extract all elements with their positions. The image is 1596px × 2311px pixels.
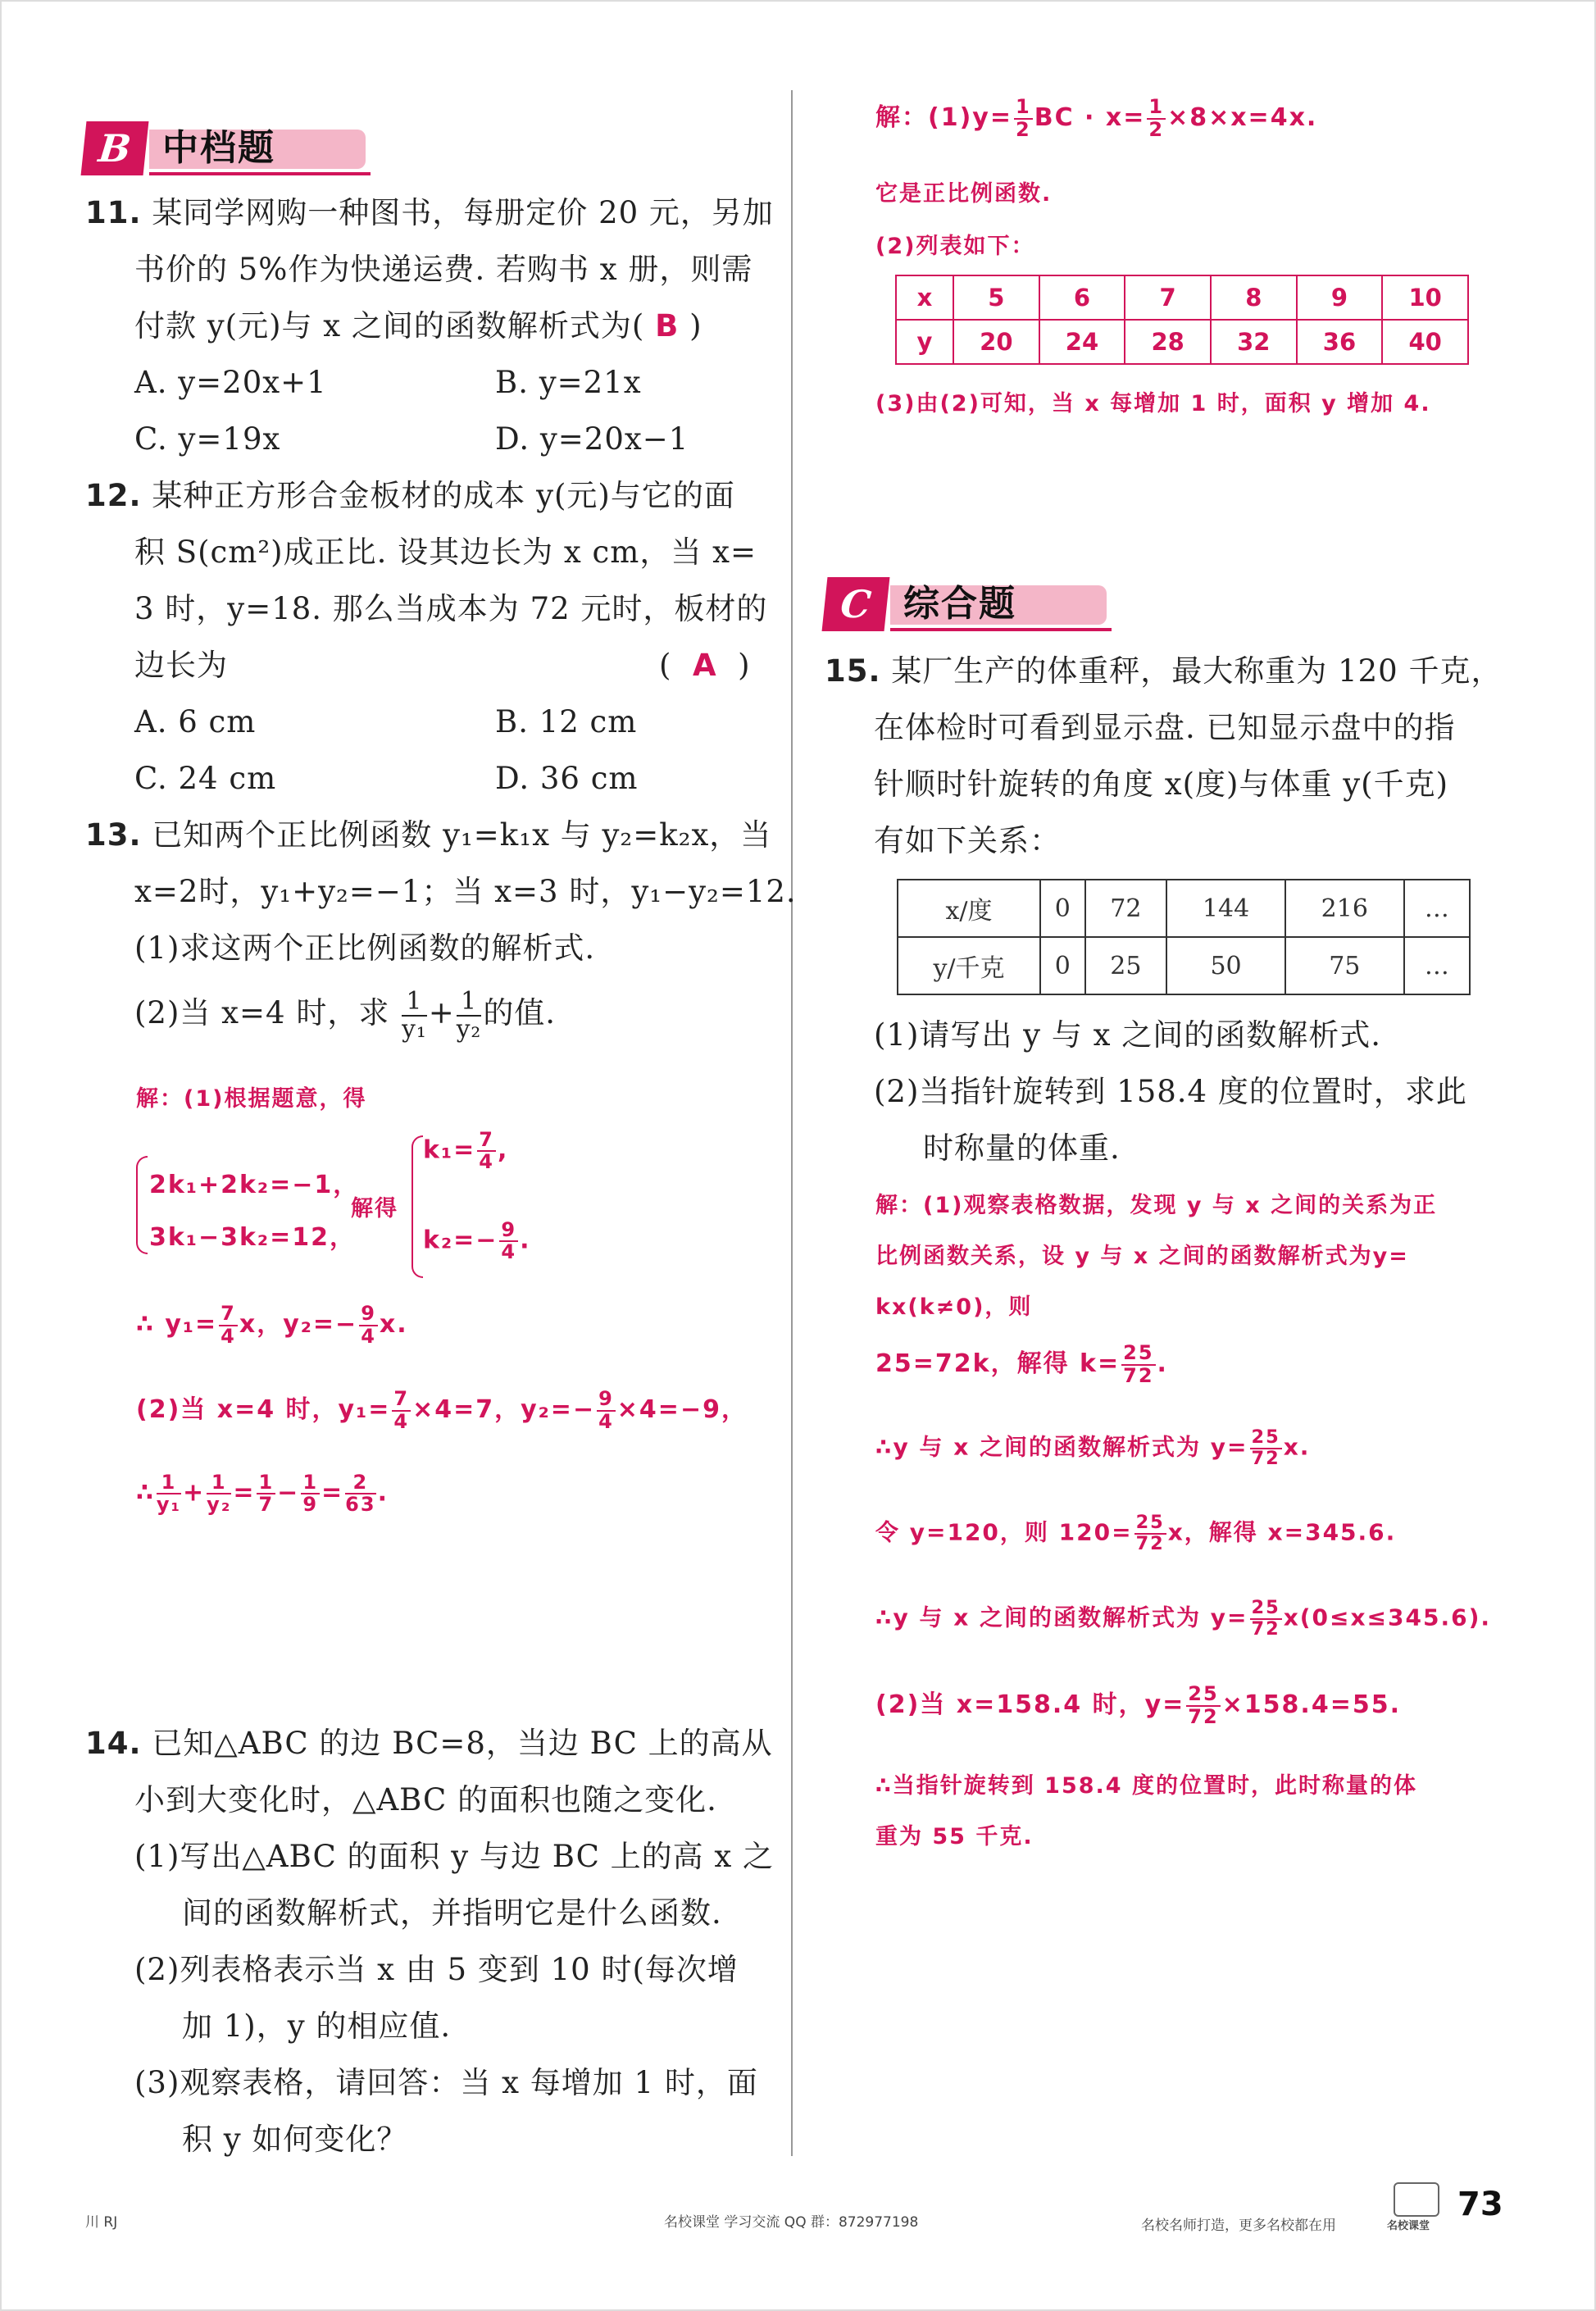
- table-cell: 20: [953, 320, 1039, 364]
- section-c-badge: C: [822, 577, 890, 631]
- table-cell: 28: [1125, 320, 1211, 364]
- table-row: [896, 320, 1468, 364]
- q12-line-2: 积 S(cm²)成正比. 设其边长为 x cm，当 x=: [134, 535, 757, 570]
- table-cell: 40: [1382, 320, 1468, 364]
- q13-part-2-suffix: 的值.: [483, 995, 557, 1030]
- question-11: [85, 184, 807, 467]
- fraction-1-over-y2: $\frac{1}{\text{y₂}}$: [456, 987, 482, 1043]
- q15-part-2a: (2)当指针旋转到 158.4 度的位置时，求此: [874, 1074, 1467, 1109]
- q15-parts: [874, 1007, 1467, 1176]
- q12-option-d: D. 36 cm: [495, 761, 639, 796]
- q13-sol-line-3: ∴ y₁= $\frac{7}{4}$ x，y₂=− $\frac{9}{4}$ x.: [136, 1302, 408, 1348]
- q13-sol-line-5: ∴ $\frac{1}{\text{y₁}}$ + $\frac{1}{\text{y₂}}$ = $\frac{1}{7}$ − $\frac{1}{9}$ = $\frac{2}{63}$ .: [136, 1471, 389, 1517]
- system-brace: [136, 1156, 148, 1254]
- q15-sol-line-1: 解：(1)观察表格数据，发现 y 与 x 之间的关系为正: [875, 1193, 1438, 1218]
- q12-answer: A: [692, 648, 717, 683]
- q14-sol-line-4: (3)由(2)可知，当 x 每增加 1 时，面积 y 增加 4.: [875, 391, 1431, 416]
- q13-part-2-prefix: (2)当 x=4 时，求: [134, 995, 390, 1030]
- q15-sol-line-6: 令 y=120，则 120= $\frac{25}{72}$ x，解得 x=345.6.: [875, 1512, 1397, 1554]
- q12-line-1: 某种正方形合金板材的成本 y(元)与它的面: [152, 478, 735, 513]
- question-14: [85, 1715, 774, 2168]
- q15-sol-line-5: ∴y 与 x 之间的函数解析式为 y= $\frac{25}{72}$ x.: [875, 1426, 1311, 1469]
- q14-part-2b: 加 1)，y 的相应值.: [182, 2008, 452, 2044]
- q15-sol-line-4: 25=72k，解得 k= $\frac{25}{72}$ .: [875, 1341, 1168, 1387]
- table-cell: …: [1404, 937, 1470, 994]
- q12-close: ): [738, 648, 751, 683]
- q13-sol-line-1: 解：(1)根据题意，得: [136, 1086, 367, 1112]
- table-cell: y/千克: [898, 937, 1040, 994]
- footer-left: 川 RJ: [85, 2214, 118, 2231]
- fraction-7-4: $\frac{7}{4}$: [479, 1128, 494, 1174]
- table-cell: 8: [1211, 275, 1297, 320]
- q15-line-4: 有如下关系：: [874, 823, 1061, 858]
- footer-right: 名校名师打造，更多名校都在用: [1141, 2218, 1336, 2234]
- table-cell: 6: [1039, 275, 1125, 320]
- q15-sol-line-3: kx(k≠0)，则: [875, 1294, 1033, 1320]
- q14-part-1a: (1)写出△ABC 的面积 y 与边 BC 上的高 x 之: [134, 1839, 775, 1874]
- footer-center: 名校课堂 学习交流 QQ 群：872977198: [664, 2214, 919, 2231]
- q11-option-c: C. y=19x: [134, 421, 281, 457]
- question-13: 13. 已知两个正比例函数 y₁=k₁x 与 y₂=k₂x，当 x=2时，y₁+y₂=−1；当 x=3 时，y₁−y₂=12. (1)求这两个正比例函数的解析式. (2)当 x=4 时，求 $\frac{1}{\text{y₁}}$ + $\frac{1}{\text{y₂}}$ 的值.: [85, 817, 797, 1043]
- table-cell: 25: [1085, 937, 1167, 994]
- section-b-title: 中档题: [162, 127, 275, 169]
- q11-line-2: 书价的 5%作为快递运费. 若购书 x 册，则需: [134, 252, 753, 287]
- q11-line-3: 付款 y(元)与 x 之间的函数解析式为(: [134, 308, 645, 343]
- q13-line-1: 已知两个正比例函数 y₁=k₁x 与 y₂=k₂x，当: [152, 817, 772, 853]
- section-c-header: [825, 577, 1112, 631]
- q11-option-a: A. y=20x+1: [134, 365, 327, 400]
- q12-line-3: 3 时，y=18. 那么当成本为 72 元时，板材的: [134, 591, 768, 626]
- q15-part-2b: 时称量的体重.: [923, 1130, 1121, 1166]
- q15-data-table: [897, 879, 1471, 995]
- table-cell: 50: [1166, 937, 1285, 994]
- logo-icon: [1394, 2182, 1439, 2217]
- result-brace: [412, 1135, 423, 1278]
- table-cell: 0: [1040, 937, 1085, 994]
- table-cell: 216: [1285, 880, 1404, 937]
- section-b-header: [84, 121, 371, 175]
- section-c-title: 综合题: [903, 583, 1016, 625]
- table-cell: x/度: [898, 880, 1040, 937]
- q13-sol-eq-2: 3k₁−3k₂=12，: [149, 1223, 356, 1252]
- q13-sol-eq-1: 2k₁+2k₂=−1，: [149, 1171, 360, 1199]
- q15-sol-line-10: 重为 55 千克.: [875, 1824, 1034, 1849]
- q14-line-2: 小到大变化时，△ABC 的面积也随之变化.: [134, 1782, 717, 1817]
- table-cell: 0: [1040, 880, 1085, 937]
- q15-part-1: (1)请写出 y 与 x 之间的函数解析式.: [874, 1017, 1381, 1053]
- table-cell: 5: [953, 275, 1039, 320]
- q15-number: 15.: [825, 653, 881, 689]
- q13-sol-jiede: 解得: [351, 1196, 398, 1221]
- q14-part-3a: (3)观察表格，请回答：当 x 每增加 1 时，面: [134, 2065, 758, 2100]
- k1-label: k₁=: [423, 1135, 476, 1165]
- q14-line-1: 已知△ABC 的边 BC=8，当边 BC 上的高从: [152, 1726, 773, 1761]
- q11-option-b: B. y=21x: [495, 365, 642, 400]
- section-b-badge: B: [81, 121, 149, 175]
- q15-sol-line-2: 比例函数关系，设 y 与 x 之间的函数解析式为y=: [875, 1244, 1409, 1269]
- table-cell: 9: [1297, 275, 1383, 320]
- table-cell: 32: [1211, 320, 1297, 364]
- table-cell: 144: [1166, 880, 1285, 937]
- q15-line-2: 在体检时可看到显示盘. 已知显示盘中的指: [874, 710, 1456, 745]
- q11-option-d: D. y=20x−1: [495, 421, 689, 457]
- q14-sol-line-1: 解：(1)y= $\frac{1}{2}$ BC · x= $\frac{1}{2}$ ×8×x=4x.: [875, 95, 1318, 141]
- q13-sol-line-4: (2)当 x=4 时，y₁= $\frac{7}{4}$ ×4=7，y₂=− $\frac{9}{4}$ ×4=−9，: [136, 1387, 748, 1433]
- q14-sol-line-3: (2)列表如下：: [875, 234, 1035, 259]
- table-row: [898, 880, 1470, 937]
- q15-sol-line-7: ∴y 与 x 之间的函数解析式为 y= $\frac{25}{72}$ x(0≤x≤345.6).: [875, 1597, 1492, 1640]
- question-15: [825, 643, 1502, 869]
- table-row: [898, 937, 1470, 994]
- q15-line-1: 某厂生产的体重秤，最大称重为 120 千克，: [891, 653, 1503, 689]
- q11-answer: B: [655, 308, 680, 343]
- q12-option-b: B. 12 cm: [495, 704, 638, 739]
- q13-line-2: x=2时，y₁+y₂=−1；当 x=3 时，y₁−y₂=12.: [134, 874, 797, 909]
- table-cell: y: [896, 320, 953, 364]
- k2-label: k₂=−: [423, 1226, 498, 1255]
- q11-close: ): [689, 308, 703, 343]
- q12-open: (: [659, 648, 672, 683]
- q12-line-4: 边长为: [134, 648, 228, 683]
- q14-sol-line-2: 它是正比例函数.: [875, 181, 1053, 207]
- table-cell: 72: [1085, 880, 1167, 937]
- q14-solution-table: [895, 275, 1469, 365]
- q14-number: 14.: [85, 1726, 142, 1761]
- logo-text: 名校课堂: [1387, 2220, 1430, 2232]
- q11-line-1: 某同学网购一种图书，每册定价 20 元，另加: [152, 195, 774, 230]
- q12-number: 12.: [85, 478, 142, 513]
- q14-part-2a: (2)列表格表示当 x 由 5 变到 10 时(每次增: [134, 1952, 739, 1987]
- q12-option-c: C. 24 cm: [134, 761, 277, 796]
- table-cell: 10: [1382, 275, 1468, 320]
- q12-option-a: A. 6 cm: [134, 704, 257, 739]
- q15-line-3: 针顺时针旋转的角度 x(度)与体重 y(千克): [874, 767, 1449, 802]
- table-cell: 7: [1125, 275, 1211, 320]
- table-cell: 75: [1285, 937, 1404, 994]
- q14-part-3b: 积 y 如何变化？: [182, 2122, 408, 2157]
- fraction-9-4: $\frac{9}{4}$: [501, 1218, 517, 1264]
- page-number: 73: [1457, 2186, 1503, 2223]
- q14-part-1b: 间的函数解析式，并指明它是什么函数.: [182, 1895, 722, 1931]
- table-cell: x: [896, 275, 953, 320]
- table-row: [896, 275, 1468, 320]
- q15-sol-line-9: ∴当指针旋转到 158.4 度的位置时，此时称量的体: [875, 1773, 1417, 1799]
- q13-part-1: (1)求这两个正比例函数的解析式.: [134, 930, 596, 966]
- table-cell: 24: [1039, 320, 1125, 364]
- q15-sol-line-8: (2)当 x=158.4 时，y= $\frac{25}{72}$ ×158.4=55.: [875, 1682, 1401, 1728]
- table-cell: 36: [1297, 320, 1383, 364]
- table-cell: …: [1404, 880, 1470, 937]
- q11-number: 11.: [85, 195, 142, 230]
- q13-number: 13.: [85, 817, 142, 853]
- fraction-1-over-y1: $\frac{1}{\text{y₁}}$: [402, 987, 427, 1043]
- question-12: [85, 467, 807, 807]
